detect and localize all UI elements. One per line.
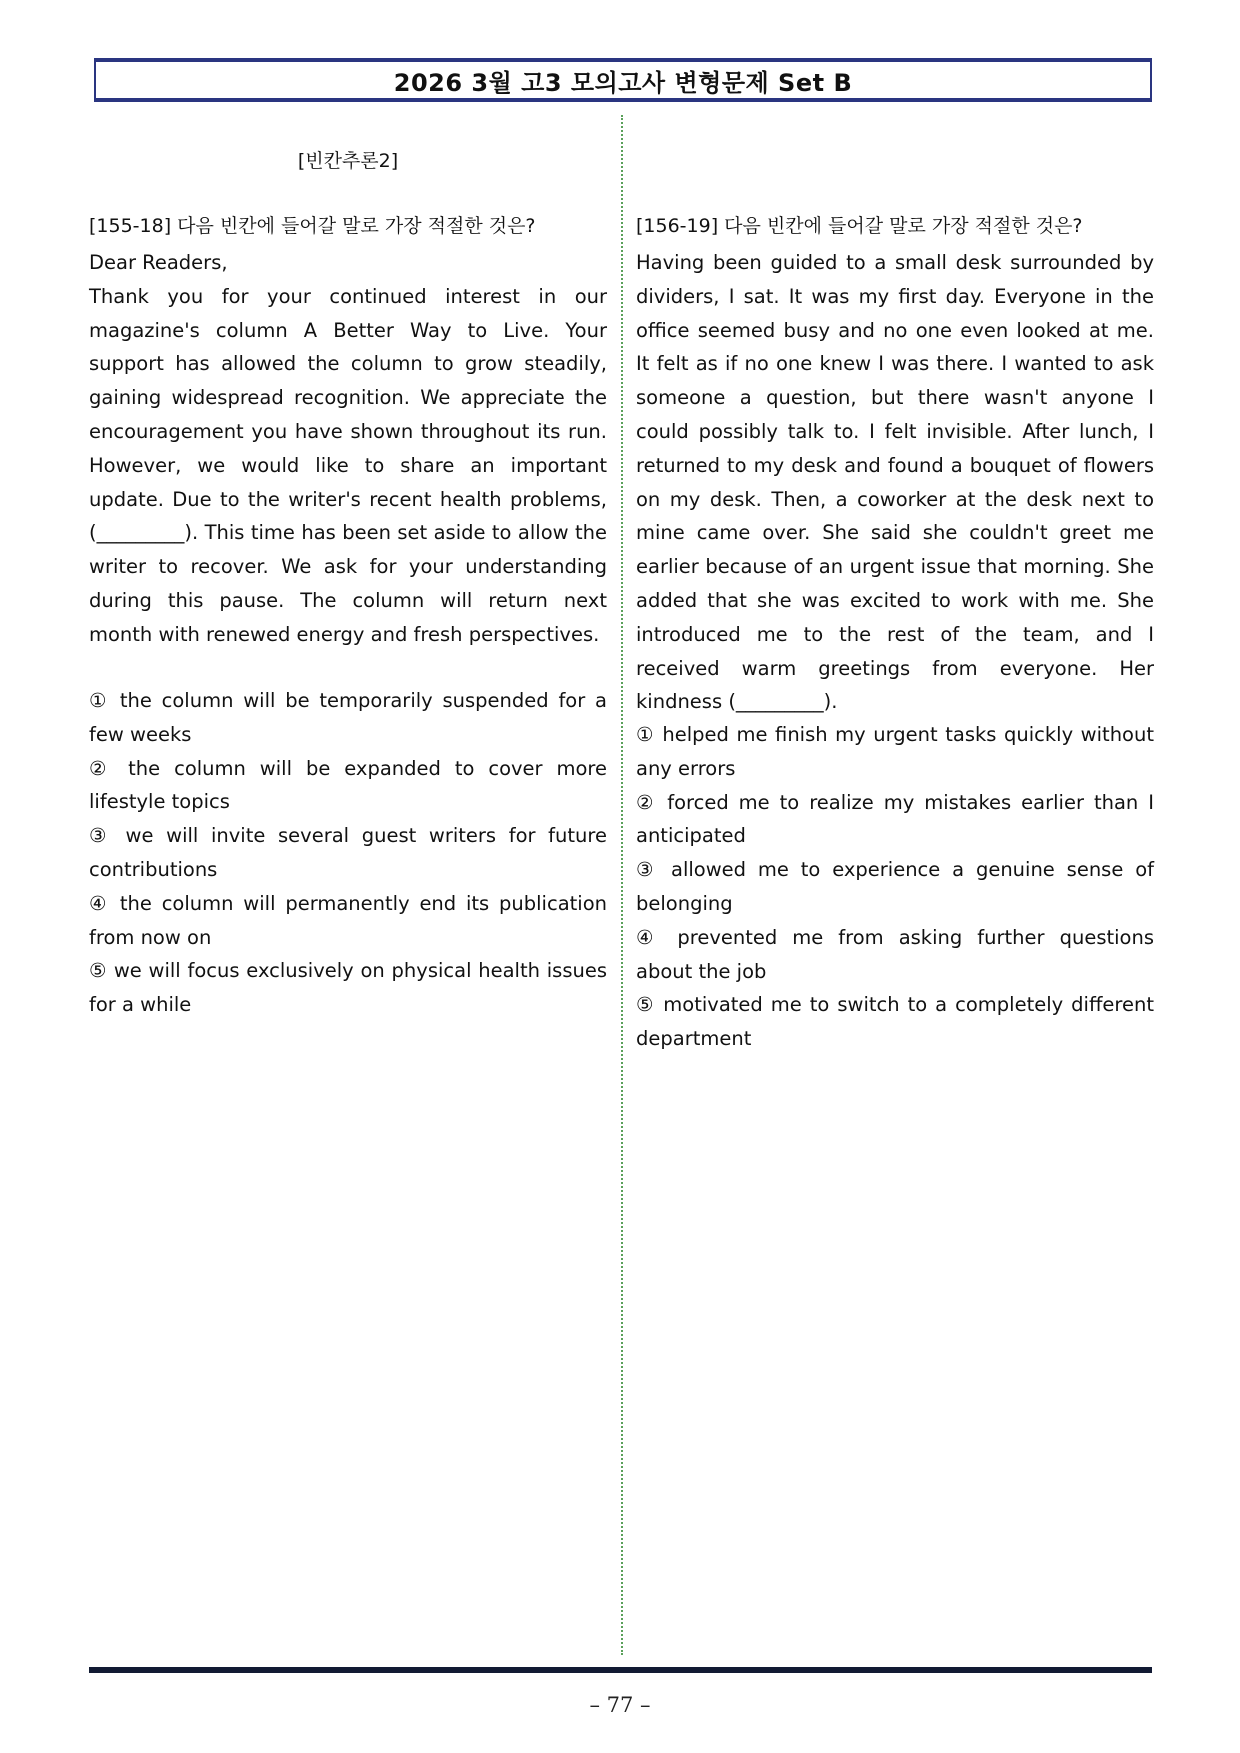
question-155-option-4: ④ the column will permanently end its publication from now on	[89, 891, 607, 949]
footer-rule	[89, 1667, 1152, 1673]
question-156-passage-block	[636, 246, 1154, 719]
column-divider	[621, 115, 623, 1655]
question-155-option-5: ⑤ we will focus exclusively on physical health issues for a while	[89, 959, 607, 1017]
question-156-option-2: ② forced me to realize my mistakes earlier than I anticipated	[636, 790, 1154, 848]
question-156-passage: Having been guided to a small desk surrounded by dividers, I sat. It was my first day. Everyone in the office seemed busy and no one even looked at me. It felt as if no one knew I was there. I wanted to ask someone a question, but there wasn't anyone I could possibly talk to. I felt invisible. After lunch, I returned to my desk and found a bouquet of flowers on my desk. Then, a coworker at the desk next to mine came over. She said she couldn't greet me earlier because of an urgent issue that morning. She added that she was excited to work with me. She introduced me to the rest of the team, and I received warm greetings from everyone. Her kindness (_________).	[636, 251, 1154, 714]
page-title: 2026 3월 고3 모의고사 변형문제 Set B	[393, 68, 853, 97]
question-156-options	[636, 718, 1154, 1056]
question-155-passage: Thank you for your continued interest in our magazine's column A Better Way to Live. Your support has allowed the column to grow steadily, gaining widespread recognition. We appreciate the encouragement you have shown throughout its run. However, we would like to share an important update. Due to the writer's recent health problems, (_________). This time has been set aside to allow the writer to recover. We ask for your understanding during this pause. The column will return next month with renewed energy and fresh perspectives.	[89, 284, 607, 646]
question-156-option-4: ④ prevented me from asking further questions about the job	[636, 925, 1154, 983]
question-156-option-1: ① helped me finish my urgent tasks quickly without any errors	[636, 723, 1154, 780]
question-156-option-5: ⑤ motivated me to switch to a completely different department	[636, 993, 1154, 1051]
question-155-option-1: ① the column will be temporarily suspended for a few weeks	[89, 689, 607, 746]
section-label: [빈칸추론2]	[297, 150, 399, 172]
question-156-option-3: ③ allowed me to experience a genuine sense of belonging	[636, 858, 1154, 915]
page-number: – 77 –	[589, 1693, 651, 1717]
header-box	[94, 58, 1152, 102]
question-155-passage-block	[89, 246, 607, 652]
question-155-option-3: ③ we will invite several guest writers for future contributions	[89, 824, 607, 881]
question-155-option-2: ② the column will be expanded to cover more lifestyle topics	[89, 756, 607, 814]
question-155-options	[89, 684, 607, 1022]
question-156-heading: [156-19] 다음 빈칸에 들어갈 말로 가장 적절한 것은?	[636, 215, 1083, 237]
question-155-greeting: Dear Readers,	[89, 251, 228, 274]
question-155-heading: [155-18] 다음 빈칸에 들어갈 말로 가장 적절한 것은?	[89, 215, 536, 237]
